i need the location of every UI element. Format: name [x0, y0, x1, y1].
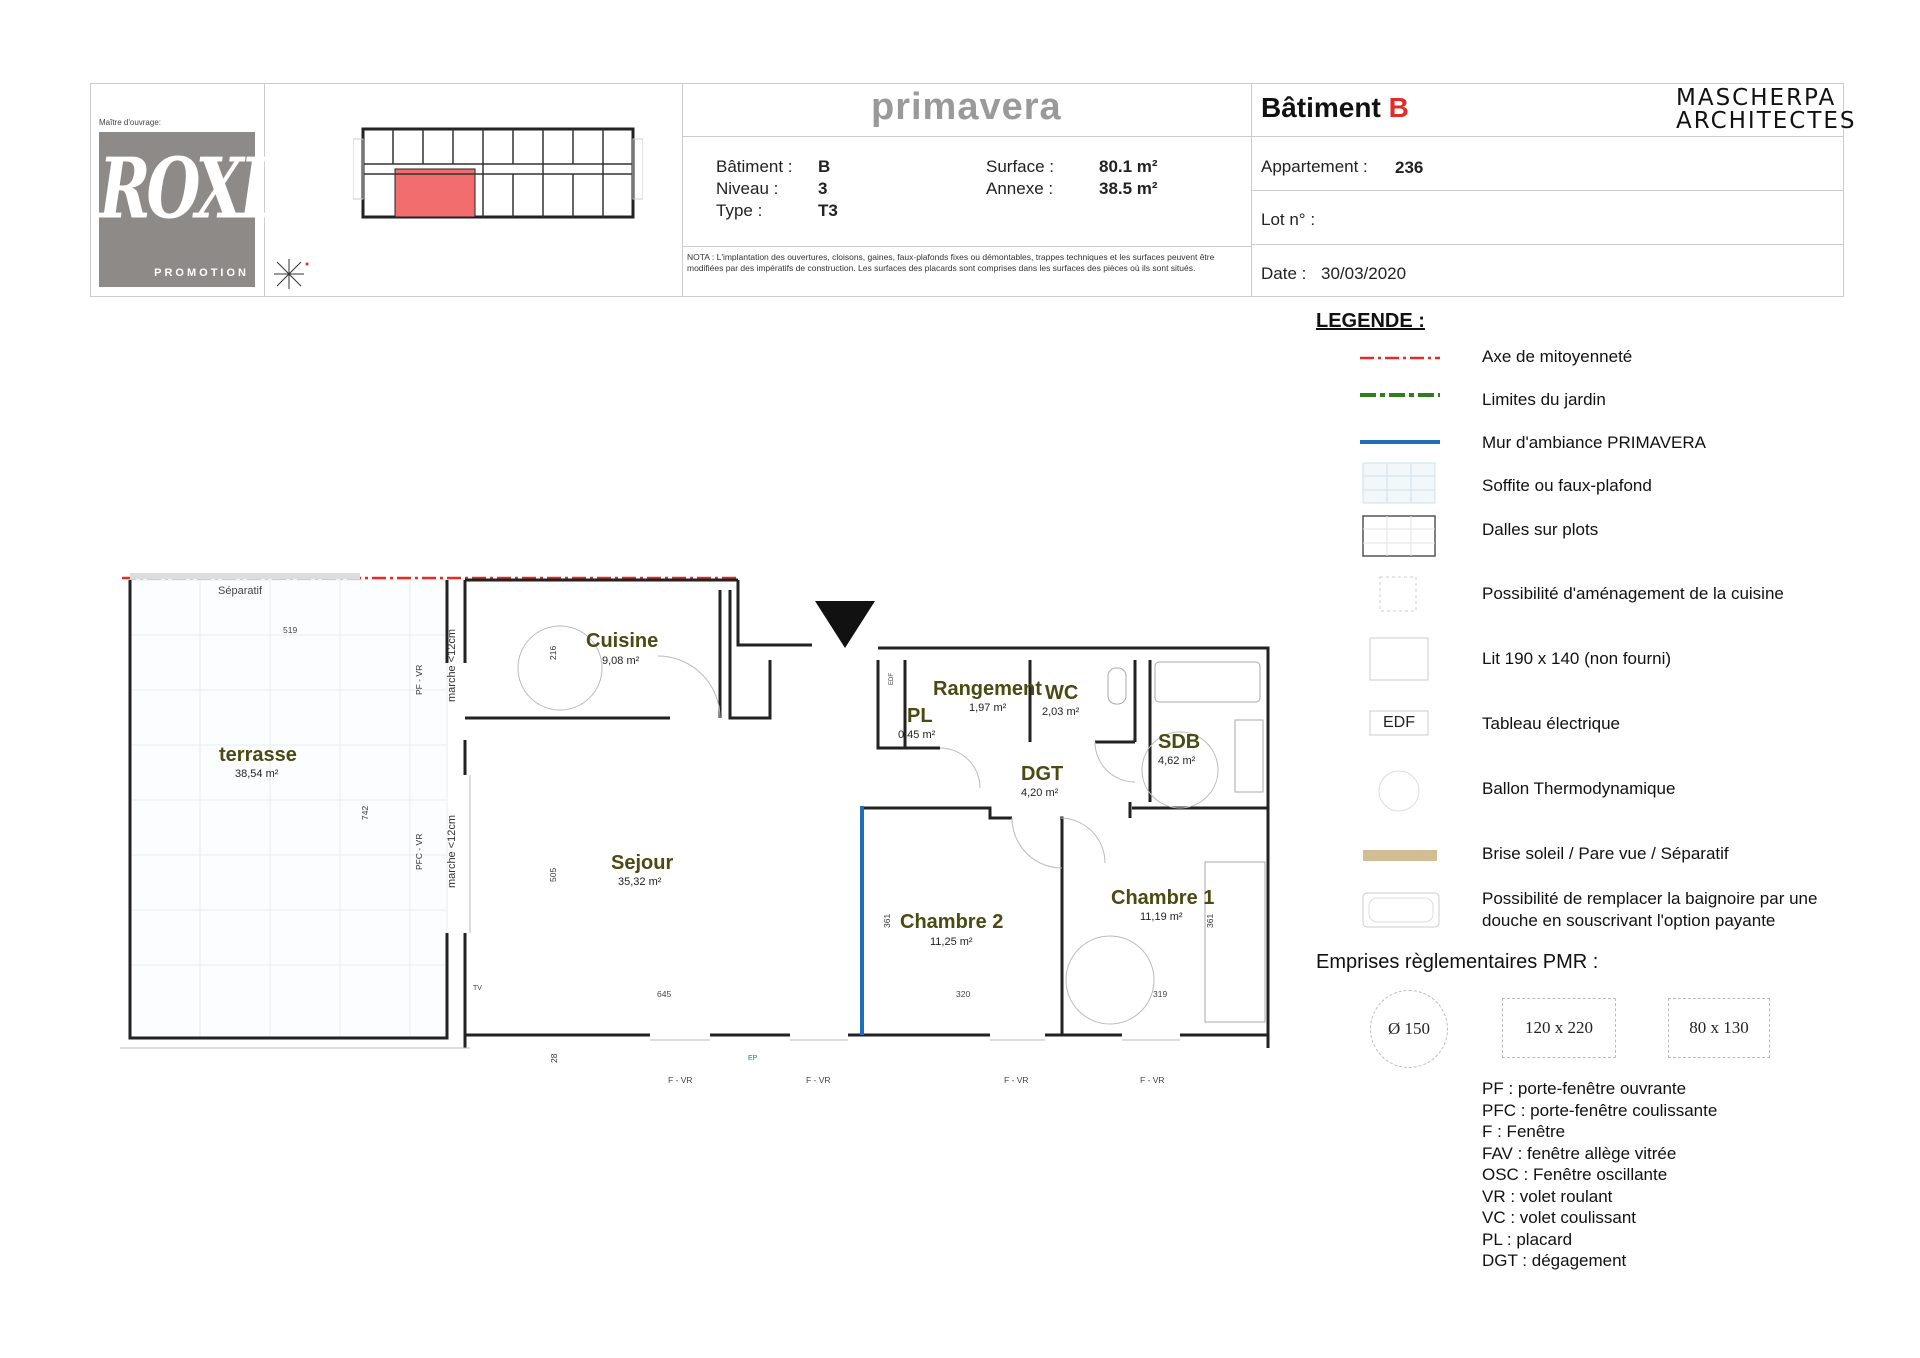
label-marche-1: marche <12cm	[446, 628, 458, 702]
legend-label-edf: Tableau électrique	[1482, 714, 1620, 733]
label-separatif: Séparatif	[218, 585, 263, 597]
legend-lit-swatch	[1370, 638, 1428, 680]
label-marche-2: marche <12cm	[446, 814, 458, 888]
legend-label-cuisine: Possibilité d'aménagement de la cuisine	[1482, 584, 1784, 603]
label-edf-plan: EDF	[889, 673, 895, 685]
batiment-value: B	[818, 157, 831, 176]
legend-label-lit: Lit 190 x 140 (non fourni)	[1482, 649, 1672, 668]
room-wc-area: 2,03 m²	[1042, 706, 1080, 718]
dim-28: 28	[549, 1053, 559, 1063]
dim-320: 320	[956, 989, 971, 999]
type-label: Type :	[716, 201, 763, 220]
room-chambre2-name: Chambre 2	[900, 911, 1004, 933]
legend-dalles-swatch	[1363, 516, 1435, 556]
annexe-value: 38.5 m²	[1099, 179, 1158, 198]
niveau-value: 3	[818, 179, 828, 198]
abbr-osc: OSC : Fenêtre oscillante	[1482, 1165, 1668, 1184]
niveau-label: Niveau :	[716, 179, 779, 198]
batiment-label: Bâtiment :	[716, 157, 793, 176]
label-f-vr-3: F - VR	[1004, 1075, 1029, 1085]
room-rangement-area: 1,97 m²	[969, 702, 1007, 714]
legend-symbols	[1355, 345, 1445, 965]
abbr-fav: FAV : fenêtre allège vitrée	[1482, 1143, 1677, 1163]
label-pfc-vr: PFC - VR	[414, 833, 424, 870]
room-sejour-name: Sejour	[611, 852, 674, 874]
label-f-vr-2: F - VR	[806, 1075, 831, 1085]
room-rangement-name: Rangement	[933, 678, 1042, 700]
label-pf-vr: PF - VR	[414, 664, 424, 695]
pmr-circle-150: Ø 150	[1370, 990, 1448, 1068]
owner-caption: Maître d'ouvrage:	[99, 118, 162, 127]
legend-label-mitoyennete: Axe de mitoyenneté	[1482, 347, 1633, 366]
dim-519: 519	[283, 625, 298, 635]
dim-216: 216	[548, 645, 558, 660]
roxim-logo: ROXIM PROMOTION	[99, 132, 255, 287]
room-pl-area: 0,45 m²	[898, 729, 936, 741]
nota-text: NOTA : L'implantation des ouvertures, cloisons, gaines, faux-plafonds fixes ou démontables, trappes techniques et les surfaces peuvent être modifiées par des impératifs de construction. Les surfaces des placards sont comprises dans les surfaces des pièces où ils sont situés.	[687, 252, 1215, 273]
legend-label-jardin: Limites du jardin	[1482, 390, 1606, 409]
room-terrasse-name: terrasse	[219, 744, 297, 766]
project-name: primavera	[871, 86, 1062, 128]
label-ep: EP	[748, 1055, 758, 1062]
legend-label-dalles: Dalles sur plots	[1482, 520, 1599, 539]
dim-319: 319	[1153, 989, 1168, 999]
abbr-pl: PL : placard	[1482, 1229, 1573, 1249]
building-title: Bâtiment B	[1261, 92, 1409, 123]
abbreviations-list	[1482, 1078, 1717, 1272]
abbr-pf: PF : porte-fenêtre ouvrante	[1482, 1079, 1687, 1098]
room-pl-name: PL	[907, 705, 933, 727]
room-cuisine-name: Cuisine	[586, 630, 659, 652]
pmr-box-80x130: 80 x 130	[1668, 998, 1770, 1058]
room-dgt-name: DGT	[1021, 763, 1064, 785]
dim-742: 742	[360, 805, 370, 820]
abbr-vr: VR : volet roulant	[1482, 1186, 1613, 1206]
dim-361-a: 361	[882, 913, 892, 928]
architect-logo: MASCHERPA ARCHITECTES	[1676, 85, 1857, 134]
legend-ballon-swatch	[1379, 771, 1419, 811]
legend-soffite-swatch	[1363, 463, 1435, 503]
abbr-dgt: DGT : dégagement	[1482, 1251, 1627, 1270]
legend-cuisine-swatch	[1380, 577, 1416, 611]
label-tv: TV	[473, 985, 482, 992]
room-chambre1-area: 11,19 m²	[1140, 911, 1183, 923]
label-f-vr-1: F - VR	[668, 1075, 693, 1085]
appartement-value: 236	[1395, 158, 1424, 177]
legend-brise-soleil-swatch	[1363, 850, 1437, 861]
room-cuisine-area: 9,08 m²	[602, 655, 640, 667]
label-f-vr-4: F - VR	[1140, 1075, 1165, 1085]
surface-label: Surface :	[986, 157, 1055, 176]
legend-label-baignoire: Possibilité de remplacer la baignoire par une douche en souscrivant l'option payante	[1482, 889, 1818, 930]
dim-505: 505	[548, 867, 558, 882]
appartement-label: Appartement :	[1261, 157, 1368, 176]
abbr-vc: VC : volet coulissant	[1482, 1208, 1637, 1227]
legend-title: LEGENDE :	[1316, 310, 1425, 332]
room-dgt-area: 4,20 m²	[1021, 787, 1059, 799]
room-terrasse-area: 38,54 m²	[235, 768, 279, 780]
legend-label-soffite: Soffite ou faux-plafond	[1482, 476, 1652, 495]
dim-645: 645	[657, 989, 672, 999]
room-sdb-area: 4,62 m²	[1158, 755, 1196, 767]
room-sdb-name: SDB	[1158, 731, 1201, 753]
date-label: Date :	[1261, 264, 1307, 283]
type-value: T3	[818, 201, 838, 220]
room-chambre2-area: 11,25 m²	[930, 936, 973, 948]
legend-label-mur: Mur d'ambiance PRIMAVERA	[1482, 433, 1707, 452]
room-sejour-area: 35,32 m²	[618, 876, 662, 888]
legend-edf-symbol: EDF	[1383, 714, 1415, 731]
abbr-f: F : Fenêtre	[1482, 1122, 1566, 1141]
room-wc-name: WC	[1045, 682, 1079, 704]
legend-label-ballon: Ballon Thermodynamique	[1482, 779, 1676, 798]
abbr-pfc: PFC : porte-fenêtre coulissante	[1482, 1100, 1718, 1120]
dim-361-b: 361	[1205, 913, 1215, 928]
date-value: 30/03/2020	[1321, 264, 1407, 283]
annexe-label: Annexe :	[986, 179, 1054, 198]
room-chambre1-name: Chambre 1	[1111, 887, 1215, 909]
pmr-box-120x220: 120 x 220	[1502, 998, 1616, 1058]
surface-value: 80.1 m²	[1099, 157, 1158, 176]
legend-label-brise-soleil: Brise soleil / Pare vue / Séparatif	[1482, 844, 1729, 863]
pmr-title: Emprises règlementaires PMR :	[1316, 951, 1599, 973]
legend-baignoire-swatch	[1363, 893, 1439, 927]
lot-label: Lot n° :	[1261, 210, 1316, 229]
